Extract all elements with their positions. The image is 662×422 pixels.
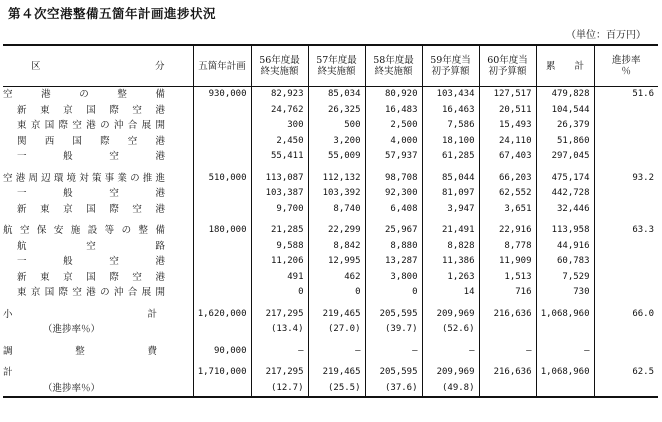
adjustment-dash: ― <box>422 344 479 360</box>
cell-rate <box>594 186 658 202</box>
cell-y58: 25,967 <box>365 223 422 239</box>
cell-rate <box>594 239 658 255</box>
cell-y56: 82,923 <box>251 87 308 103</box>
cell-y58: 0 <box>365 285 422 301</box>
subtotal-rate-6 <box>536 322 594 338</box>
cell-y59: 7,586 <box>422 118 479 134</box>
row-label: 航空路 <box>17 240 165 252</box>
cell-y59: 61,285 <box>422 149 479 165</box>
cell-y56: 24,762 <box>251 103 308 119</box>
progress-table <box>3 44 658 398</box>
cell-plan <box>193 285 251 301</box>
row-label: 空港の整備 <box>3 89 165 100</box>
cell-y58: 80,920 <box>365 87 422 103</box>
cell-cum: 60,783 <box>536 254 594 270</box>
header-cumulative: 累 計 <box>536 45 594 87</box>
table-row <box>3 134 658 150</box>
cell-plan: 510,000 <box>193 171 251 187</box>
total-label: 計 <box>3 367 13 378</box>
cell-cum: 297,045 <box>536 149 594 165</box>
row-label: 新東京国際空港 <box>17 203 165 215</box>
subtotal-rate-5 <box>479 322 536 338</box>
cell-y59: 1,263 <box>422 270 479 286</box>
row-label: 一般空港 <box>17 256 165 267</box>
cell-y60: 24,110 <box>479 134 536 150</box>
subtotal-rate-4: (52.6) <box>422 322 479 338</box>
header-y56: 56年度最 終実施額 <box>251 45 308 87</box>
subtotal-row <box>3 307 658 323</box>
cell-y56: 103,387 <box>251 186 308 202</box>
cell-plan: 930,000 <box>193 87 251 103</box>
cell-plan <box>193 134 251 150</box>
cell-y58: 98,708 <box>365 171 422 187</box>
cell-y59: 16,463 <box>422 103 479 119</box>
cell-y58: 3,800 <box>365 270 422 286</box>
cell-cum: 113,958 <box>536 223 594 239</box>
total-cum: 1,068,960 <box>536 365 594 381</box>
cell-cum: 479,828 <box>536 87 594 103</box>
header-category: 区 分 <box>3 45 193 87</box>
table-row <box>3 87 658 103</box>
cell-y58: 92,300 <box>365 186 422 202</box>
subtotal-sub-label: （進捗率％） <box>43 324 101 335</box>
cell-y60: 15,493 <box>479 118 536 134</box>
cell-cum: 32,446 <box>536 202 594 218</box>
cell-rate <box>594 134 658 150</box>
row-label: 一般空港 <box>17 188 165 199</box>
row-label: 東京国際空港の沖合展開 <box>17 287 165 298</box>
row-label: 航空保安施設等の整備 <box>3 225 165 236</box>
subtotal-y56: 217,295 <box>251 307 308 323</box>
cell-y59: 3,947 <box>422 202 479 218</box>
adjustment-row <box>3 344 658 360</box>
row-label: 東京国際空港の沖合展開 <box>17 120 165 131</box>
cell-y57: 55,009 <box>308 149 365 165</box>
cell-y60: 127,517 <box>479 87 536 103</box>
cell-rate: 51.6 <box>594 87 658 103</box>
cell-y56: 9,700 <box>251 202 308 218</box>
subtotal-rate-1: (13.4) <box>251 322 308 338</box>
cell-cum: 26,379 <box>536 118 594 134</box>
cell-y57: 85,034 <box>308 87 365 103</box>
adjustment-dash: ― <box>308 344 365 360</box>
cell-y60: 66,203 <box>479 171 536 187</box>
header-plan: 五箇年計画 <box>193 45 251 87</box>
total-rate-6 <box>536 381 594 398</box>
cell-y60: 11,909 <box>479 254 536 270</box>
cell-plan: 180,000 <box>193 223 251 239</box>
cell-plan <box>193 254 251 270</box>
cell-y60: 8,778 <box>479 239 536 255</box>
table-row <box>3 285 658 301</box>
total-plan: 1,710,000 <box>193 365 251 381</box>
header-progress: 進捗率 ％ <box>594 45 658 87</box>
cell-y56: 300 <box>251 118 308 134</box>
table-row <box>3 254 658 270</box>
cell-y59: 11,386 <box>422 254 479 270</box>
table-row <box>3 270 658 286</box>
total-row <box>3 365 658 381</box>
adjustment-plan: 90,000 <box>193 344 251 360</box>
subtotal-rate-3: (39.7) <box>365 322 422 338</box>
cell-y56: 113,087 <box>251 171 308 187</box>
header-y60: 60年度当 初予算額 <box>479 45 536 87</box>
header-row <box>3 45 658 87</box>
adjustment-dash: ― <box>251 344 308 360</box>
cell-y57: 26,325 <box>308 103 365 119</box>
cell-plan <box>193 118 251 134</box>
total-sub-label: （進捗率％） <box>3 381 193 398</box>
subtotal-rate-2: (27.0) <box>308 322 365 338</box>
total-rate-3: (37.6) <box>365 381 422 398</box>
adjustment-dash: ― <box>365 344 422 360</box>
total-y59: 209,969 <box>422 365 479 381</box>
subtotal-cum: 1,068,960 <box>536 307 594 323</box>
cell-y56: 491 <box>251 270 308 286</box>
total-rate-5 <box>479 381 536 398</box>
total-rate-1: (12.7) <box>251 381 308 398</box>
cell-y60: 20,511 <box>479 103 536 119</box>
cell-y56: 2,450 <box>251 134 308 150</box>
cell-rate <box>594 103 658 119</box>
cell-y58: 13,287 <box>365 254 422 270</box>
row-label: 一般空港 <box>17 151 165 162</box>
cell-rate <box>594 254 658 270</box>
subtotal-rate: 66.0 <box>594 307 658 323</box>
cell-y58: 2,500 <box>365 118 422 134</box>
cell-y56: 55,411 <box>251 149 308 165</box>
header-y59: 59年度当 初予算額 <box>422 45 479 87</box>
table-row <box>3 118 658 134</box>
cell-y59: 21,491 <box>422 223 479 239</box>
row-label: 空港周辺環境対策事業の推進 <box>3 172 165 184</box>
cell-plan <box>193 149 251 165</box>
cell-y57: 3,200 <box>308 134 365 150</box>
table-row <box>3 202 658 218</box>
total-rate: 62.5 <box>594 365 658 381</box>
cell-plan <box>193 202 251 218</box>
table-row <box>3 223 658 239</box>
cell-y60: 22,916 <box>479 223 536 239</box>
cell-plan <box>193 103 251 119</box>
cell-cum: 475,174 <box>536 171 594 187</box>
cell-y59: 18,100 <box>422 134 479 150</box>
row-label: 関西国際空港 <box>17 135 165 147</box>
subtotal-y59: 209,969 <box>422 307 479 323</box>
total-rate-4: (49.8) <box>422 381 479 398</box>
subtotal-y58: 205,595 <box>365 307 422 323</box>
adjustment-dash: ― <box>536 344 594 360</box>
row-label: 新東京国際空港 <box>17 271 165 283</box>
unit-note: （単位：百万円） <box>566 30 646 41</box>
cell-y58: 6,408 <box>365 202 422 218</box>
cell-y59: 14 <box>422 285 479 301</box>
subtotal-rate-7 <box>594 322 658 338</box>
cell-y56: 9,588 <box>251 239 308 255</box>
cell-y57: 112,132 <box>308 171 365 187</box>
table-row <box>3 186 658 202</box>
cell-y57: 8,740 <box>308 202 365 218</box>
row-label: 新東京国際空港 <box>17 104 165 116</box>
total-y56: 217,295 <box>251 365 308 381</box>
cell-y60: 62,552 <box>479 186 536 202</box>
subtotal-label: 小計 <box>3 308 157 320</box>
total-rate-0 <box>193 381 251 398</box>
table-row <box>3 171 658 187</box>
cell-y57: 12,995 <box>308 254 365 270</box>
cell-y60: 1,513 <box>479 270 536 286</box>
cell-y57: 22,299 <box>308 223 365 239</box>
header-y58: 58年度最 終実施額 <box>365 45 422 87</box>
cell-y57: 0 <box>308 285 365 301</box>
table-row <box>3 149 658 165</box>
cell-y57: 500 <box>308 118 365 134</box>
cell-y58: 57,937 <box>365 149 422 165</box>
subtotal-y57: 219,465 <box>308 307 365 323</box>
cell-cum: 44,916 <box>536 239 594 255</box>
cell-plan <box>193 239 251 255</box>
cell-y58: 4,000 <box>365 134 422 150</box>
total-rate-7 <box>594 381 658 398</box>
subtotal-rate-0 <box>193 322 251 338</box>
cell-rate: 93.2 <box>594 171 658 187</box>
table-row <box>3 103 658 119</box>
cell-rate <box>594 202 658 218</box>
cell-y56: 0 <box>251 285 308 301</box>
cell-rate <box>594 285 658 301</box>
cell-rate: 63.3 <box>594 223 658 239</box>
subtotal-rate-row <box>3 322 658 338</box>
subtotal-y60: 216,636 <box>479 307 536 323</box>
cell-rate <box>594 270 658 286</box>
total-rate-row <box>3 381 658 398</box>
cell-cum: 51,860 <box>536 134 594 150</box>
total-y60: 216,636 <box>479 365 536 381</box>
cell-y58: 8,880 <box>365 239 422 255</box>
cell-y60: 716 <box>479 285 536 301</box>
cell-y60: 67,403 <box>479 149 536 165</box>
cell-y58: 16,483 <box>365 103 422 119</box>
total-rate-2: (25.5) <box>308 381 365 398</box>
page-title: 第４次空港整備五箇年計画進捗状況 <box>8 6 217 21</box>
cell-y56: 11,206 <box>251 254 308 270</box>
cell-plan <box>193 270 251 286</box>
cell-y57: 8,842 <box>308 239 365 255</box>
total-y58: 205,595 <box>365 365 422 381</box>
adjustment-rate <box>594 344 658 360</box>
adjustment-label: 調整費 <box>3 345 157 357</box>
cell-cum: 7,529 <box>536 270 594 286</box>
cell-rate <box>594 118 658 134</box>
adjustment-dash: ― <box>479 344 536 360</box>
cell-cum: 442,728 <box>536 186 594 202</box>
cell-plan <box>193 186 251 202</box>
cell-y59: 8,828 <box>422 239 479 255</box>
cell-cum: 104,544 <box>536 103 594 119</box>
cell-y56: 21,285 <box>251 223 308 239</box>
cell-rate <box>594 149 658 165</box>
cell-y59: 103,434 <box>422 87 479 103</box>
cell-y57: 103,392 <box>308 186 365 202</box>
subtotal-plan: 1,620,000 <box>193 307 251 323</box>
cell-y60: 3,651 <box>479 202 536 218</box>
cell-y59: 81,097 <box>422 186 479 202</box>
cell-cum: 730 <box>536 285 594 301</box>
header-y57: 57年度最 終実施額 <box>308 45 365 87</box>
cell-y57: 462 <box>308 270 365 286</box>
table-row <box>3 239 658 255</box>
cell-y59: 85,044 <box>422 171 479 187</box>
total-y57: 219,465 <box>308 365 365 381</box>
